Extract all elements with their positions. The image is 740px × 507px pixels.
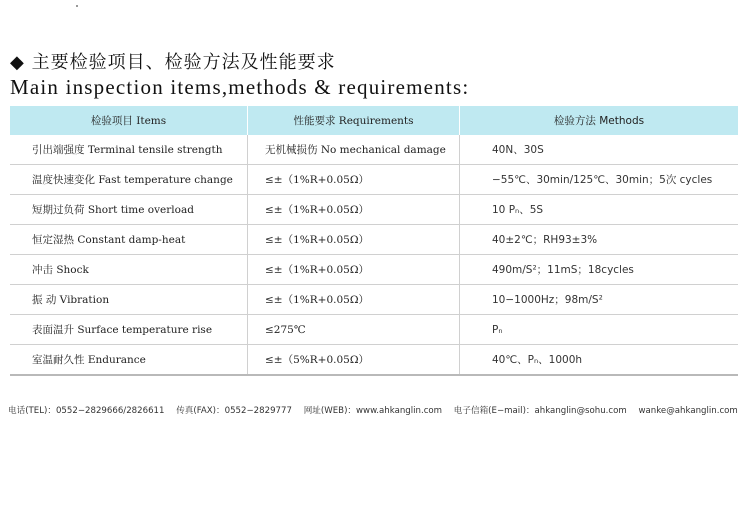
- item-cell: 温度快速变化 Fast temperature change: [10, 165, 248, 194]
- table-row: [10, 255, 738, 285]
- table-row: [10, 345, 738, 376]
- table-row: [10, 165, 738, 195]
- requirement-cell: ≤±（1%R+0.05Ω）: [248, 165, 460, 194]
- table-row: [10, 315, 738, 345]
- requirement-cell: ≤±（5%R+0.05Ω）: [248, 345, 460, 374]
- method-cell: Pₙ: [492, 323, 503, 336]
- table-row: [10, 285, 738, 315]
- contact-footer: [8, 404, 740, 416]
- item-cell: 短期过负荷 Short time overload: [10, 195, 248, 224]
- method-cell: 40℃、Pₙ、1000h: [492, 354, 583, 366]
- inspection-table: [10, 106, 738, 376]
- requirement-cell: ≤±（1%R+0.05Ω）: [248, 255, 460, 284]
- table-row: [10, 195, 738, 225]
- method-cell: −55℃、30min/125℃、30min；5次 cycles: [492, 174, 713, 186]
- method-cell: 10 Pₙ、5S: [492, 204, 544, 216]
- website-link[interactable]: 网址(WEB)：www.ahkanglin.com: [303, 406, 443, 416]
- method-cell: 490m/S²；11mS；18cycles: [492, 264, 634, 276]
- item-cell: 冲击 Shock: [10, 255, 248, 284]
- header-requirements: 性能要求 Requirements: [248, 106, 460, 135]
- method-cell: 40±2℃；RH93±3%: [492, 234, 598, 246]
- requirement-cell: ≤±（1%R+0.05Ω）: [248, 285, 460, 314]
- title-chinese: ◆ 主要检验项目、检验方法及性能要求: [10, 52, 336, 73]
- requirement-cell: ≤±（1%R+0.05Ω）: [248, 225, 460, 254]
- requirement-cell: 无机械损伤 No mechanical damage: [248, 135, 460, 164]
- email-link[interactable]: 电子信箱(E−mail)：ahkanglin@sohu.com: [453, 406, 627, 416]
- method-cell: 10−1000Hz；98m/S²: [492, 294, 603, 306]
- table-row: [10, 225, 738, 255]
- item-cell: 引出端强度 Terminal tensile strength: [10, 135, 248, 164]
- item-cell: 表面温升 Surface temperature rise: [10, 315, 248, 344]
- method-cell: 40N、30S: [492, 144, 544, 156]
- title-english: Main inspection items,methods & requirements:: [10, 75, 470, 99]
- table-header-row: [10, 106, 738, 135]
- requirement-cell: ≤±（1%R+0.05Ω）: [248, 195, 460, 224]
- table-row: [10, 135, 738, 165]
- header-items: 检验项目 Items: [10, 106, 248, 135]
- requirement-cell: ≤275℃: [248, 315, 460, 344]
- email-link-secondary[interactable]: wanke@ahkanglin.com: [638, 406, 738, 416]
- item-cell: 室温耐久性 Endurance: [10, 345, 248, 374]
- decorative-dot: [76, 5, 78, 7]
- item-cell: 恒定湿热 Constant damp-heat: [10, 225, 248, 254]
- item-cell: 振 动 Vibration: [10, 285, 248, 314]
- header-methods: 检验方法 Methods: [553, 115, 645, 127]
- fax-text: 传真(FAX)：0552−2829777: [176, 406, 292, 416]
- phone-text: 电话(TEL)：0552−2829666/2826611: [8, 406, 165, 416]
